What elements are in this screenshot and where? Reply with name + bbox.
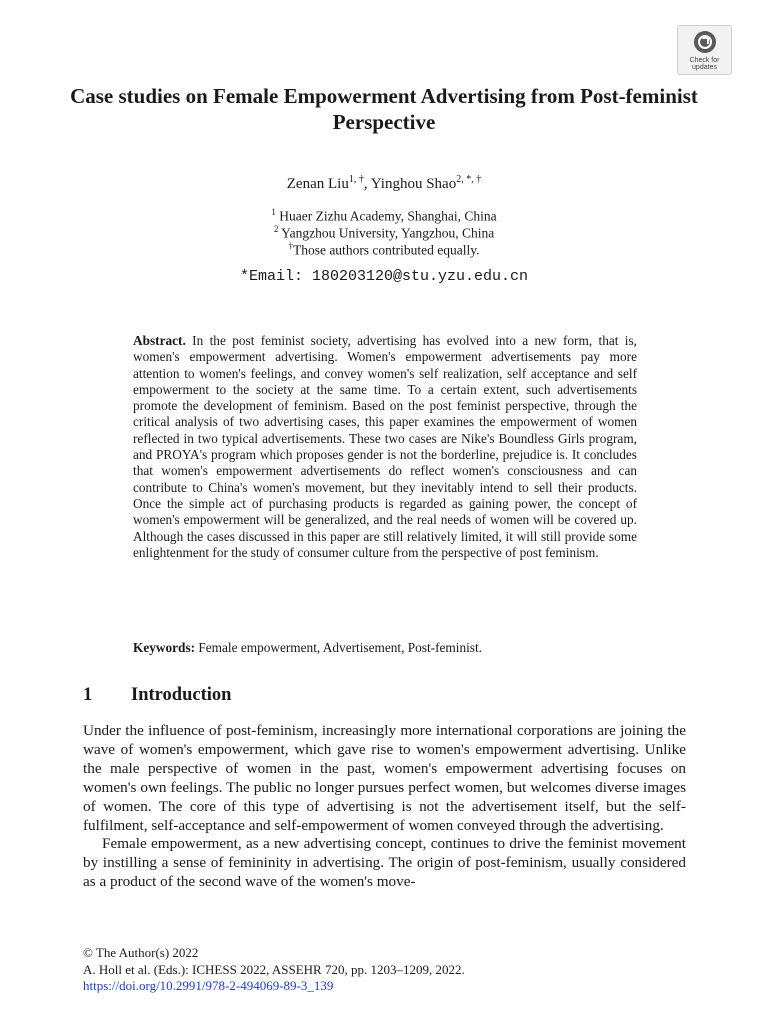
paper-title: Case studies on Female Empowerment Advertising from Post-feminist Perspective <box>70 84 698 134</box>
badge-label: Check for updates <box>689 57 720 71</box>
author-affiliation-marker: 2, *, † <box>456 174 482 185</box>
keywords-label: Keywords: <box>133 640 196 655</box>
section-number: 1 <box>83 685 93 705</box>
affiliation-note: †Those authors contributed equally. <box>288 241 480 258</box>
copyright-line: © The Author(s) 2022 <box>83 945 199 960</box>
abstract <box>133 333 637 561</box>
author-name: Zenan Liu <box>286 176 349 192</box>
abstract-label: Abstract. <box>133 333 186 348</box>
body-text <box>83 722 686 892</box>
citation-line: A. Holl et al. (Eds.): ICHESS 2022, ASSEHR 720, pp. 1203–1209, 2022. <box>83 961 465 977</box>
check-for-updates-badge[interactable] <box>677 25 732 75</box>
doi-link[interactable]: https://doi.org/10.2991/978-2-494069-89-3_139 <box>83 978 334 993</box>
contact-email[interactable]: *Email: 180203120@stu.yzu.edu.cn <box>239 268 529 285</box>
section-title: Introduction <box>131 685 232 705</box>
body-paragraph: Under the influence of post-feminism, increasingly more international corporations are joining the wave of women's empowerment, which gave rise to women's empowerment advertising. Unlike the male perspective of women in the past, women's empowerment advertising focuses on women's own feelings. The public no longer pursues perfect women, but welcomes diverse images of women. The core of this type of advertising is not the advertisement itself, but the self-fulfilment, self-acceptance and self-empowerment of women conveyed through the advertising. <box>83 722 686 834</box>
keywords-text: Female empowerment, Advertisement, Post-feminist. <box>195 640 482 655</box>
author-separator: , <box>363 176 371 192</box>
affiliation-line: $^2$ Yangzhou University, Yangzhou, China <box>273 224 495 241</box>
check-for-updates-icon <box>692 29 718 55</box>
section-heading <box>83 684 231 706</box>
author-name: Yinghou Shao <box>370 176 457 192</box>
page-footer <box>83 945 465 995</box>
author-affiliation-marker: 1, † <box>348 174 364 185</box>
body-paragraph: Female empowerment, as a new advertising concept, continues to drive the feminist movement by instilling a sense of femininity in advertising. The origin of post-feminism, usually considered as a product of the second wave of the women's move- <box>83 835 686 891</box>
keywords <box>133 639 637 656</box>
author-line <box>0 171 768 193</box>
abstract-text: In the post feminist society, advertising has evolved into a new form, that is, women's empowerment advertising. Women's empowerment advertisements pay more attention to women's feelings, and convey women's self realization, self acceptance and self empowerment to the society at the same time. To a certain extent, such advertisements promote the development of feminism. Based on the post feminist perspective, through the critical analysis of two advertising cases, this paper examines the empowerment of women reflected in two typical advertisements. These two cases are Nike's Boundless Girls program, and PROYA's program which proposes gender is not the borderline, prejudice is. It concludes that women's empowerment advertisements do reflect women's consciousness and can contribute to China's women's movement, but they inevitably intend to sell their products. Once the simple act of purchasing products is regarded as gaining power, the concept of women's empowerment will be generalized, and the real needs of women will be covered up. Although the cases discussed in this paper are still relatively limited, it will still provide some enlightenment for the study of consumer culture from the perspective of post feminism. <box>133 333 637 560</box>
affiliation-line: $^1$ Huaer Zizhu Academy, Shanghai, China <box>271 207 497 224</box>
